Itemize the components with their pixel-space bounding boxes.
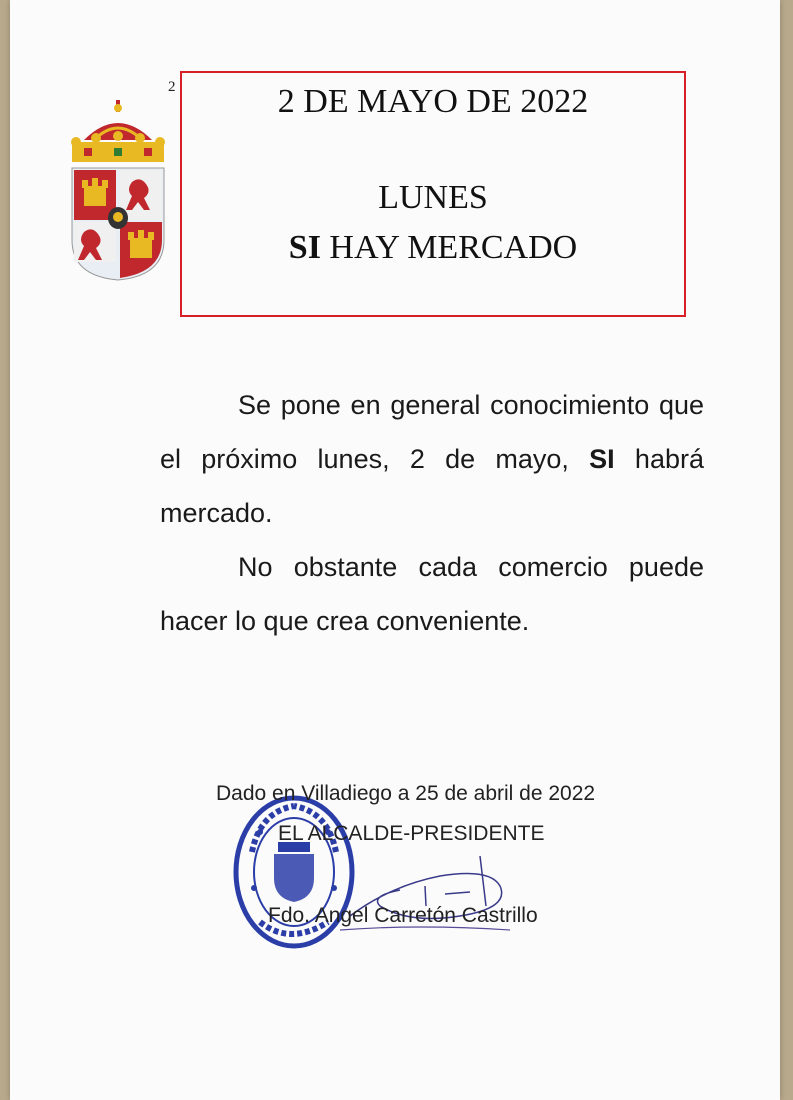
- announcement-header: [180, 71, 686, 317]
- header-market-rest: HAY MERCADO: [320, 229, 578, 266]
- header-date: 2 DE MAYO DE 2022: [277, 83, 589, 120]
- coat-of-arms-icon: [64, 100, 170, 282]
- header-day: LUNES: [378, 179, 488, 216]
- body-p1-text-b: habrá mercado.: [160, 444, 704, 528]
- page-number: 2: [168, 79, 176, 95]
- signer-name: Fdo. Angel Carretón Castrillo: [268, 904, 538, 927]
- body-paragraph-2: No obstante cada comercio puede hacer lo que crea conveniente.: [160, 552, 704, 636]
- signer-role: EL ALCALDE-PRESIDENTE: [278, 822, 545, 845]
- body-paragraph-1: [160, 378, 704, 540]
- body-p1-text-a: Se pone en general conocimiento que el próximo lunes, 2 de mayo,: [160, 390, 704, 474]
- header-market-bold: SI: [288, 229, 321, 266]
- place-date: Dado en Villadiego a 25 de abril de 2022: [216, 782, 596, 805]
- header-market: [182, 229, 684, 267]
- signature-icon: [330, 846, 520, 936]
- body-p1-bold: SI: [589, 444, 615, 474]
- announcement-body: [160, 378, 704, 648]
